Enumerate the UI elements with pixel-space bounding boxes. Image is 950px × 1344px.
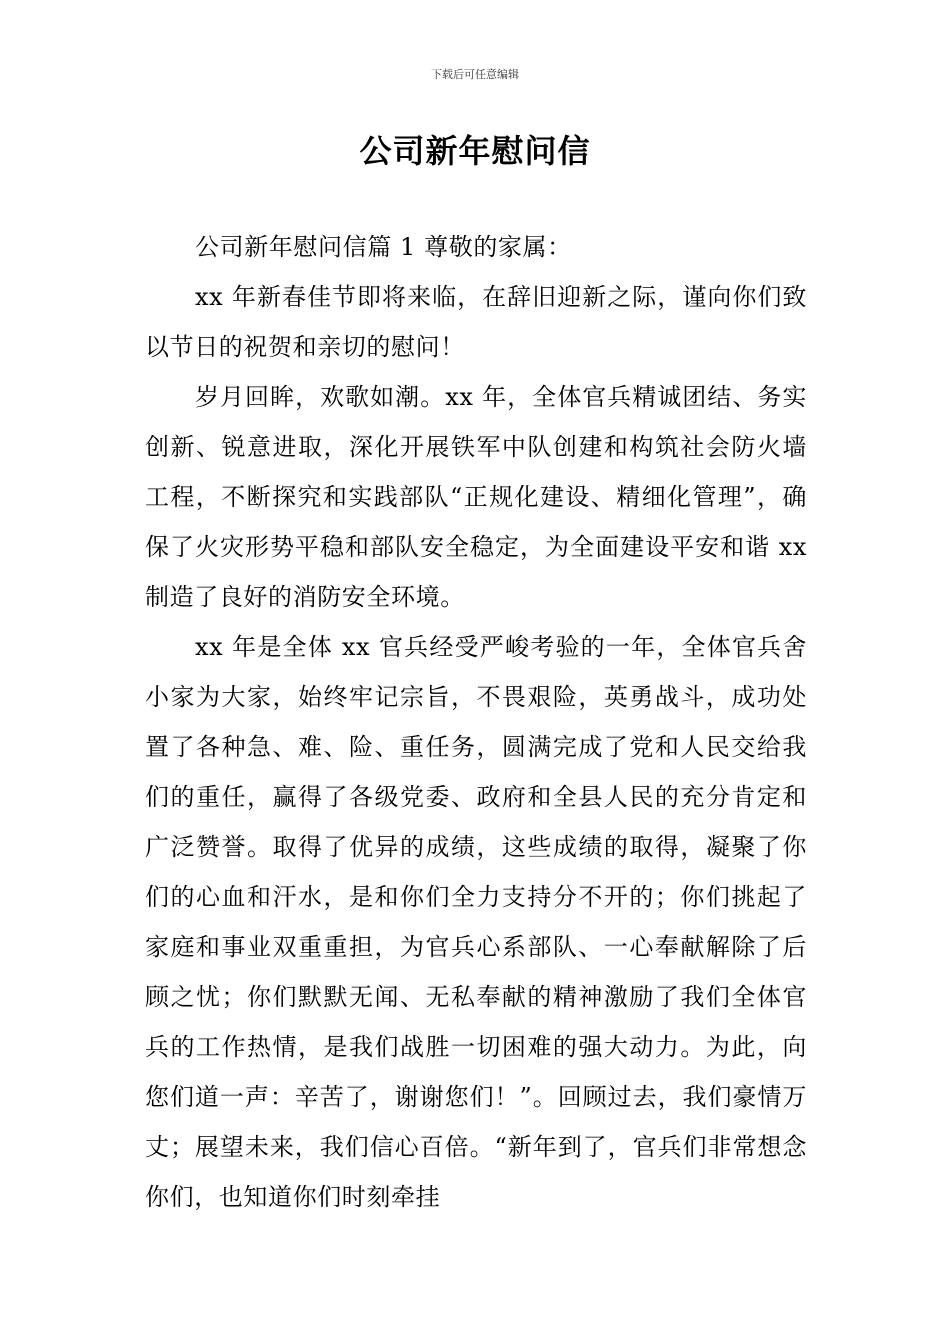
paragraph-thanks: xx 年是全体 xx 官兵经受严峻考验的一年，全体官兵舍小家为大家，始终牢记宗旨，不畏艰险，英勇战斗，成功处置了各种急、难、险、重任务，圆满完成了党和人民交给我们的重任，赢得了各级党委、政府和全县人民的充分肯定和广泛赞誉。取得了优异的成绩，这些成绩的取得，凝聚了你们的心血和汗水，是和你们全力支持分不开的；你们挑起了家庭和事业双重重担，为官兵心系部队、一心奉献解除了后顾之忧；你们默默无闻、无私奉献的精神激励了我们全体官兵的工作热情，是我们战胜一切困难的强大动力。为此，向您们道一声：辛苦了，谢谢您们！”。回顾过去，我们豪情万丈；展望未来，我们信心百倍。“新年到了，官兵们非常想念你们，也知道你们时刻牵挂 [145,633,807,1211]
paragraph-greeting: xx 年新春佳节即将来临，在辞旧迎新之际，谨向你们致以节日的祝贺和亲切的慰问！ [145,283,807,361]
paragraph-salutation: 公司新年慰问信篇 1 尊敬的家属： [195,233,572,261]
paragraph-review: 岁月回眸，欢歌如潮。xx 年，全体官兵精诚团结、务实创新、锐意进取，深化开展铁军中队创建和构筑社会防火墙工程，不断探究和实践部队“正规化建设、精细化管理”，确保了火灾形势平稳和部队安全稳定，为全面建设平安和谐 xx 制造了良好的消防安全环境。 [145,383,807,611]
document-title: 公司新年慰问信 [359,132,591,170]
letter-body [145,222,807,1222]
header-note: 下载后可任意编辑 [431,68,519,81]
